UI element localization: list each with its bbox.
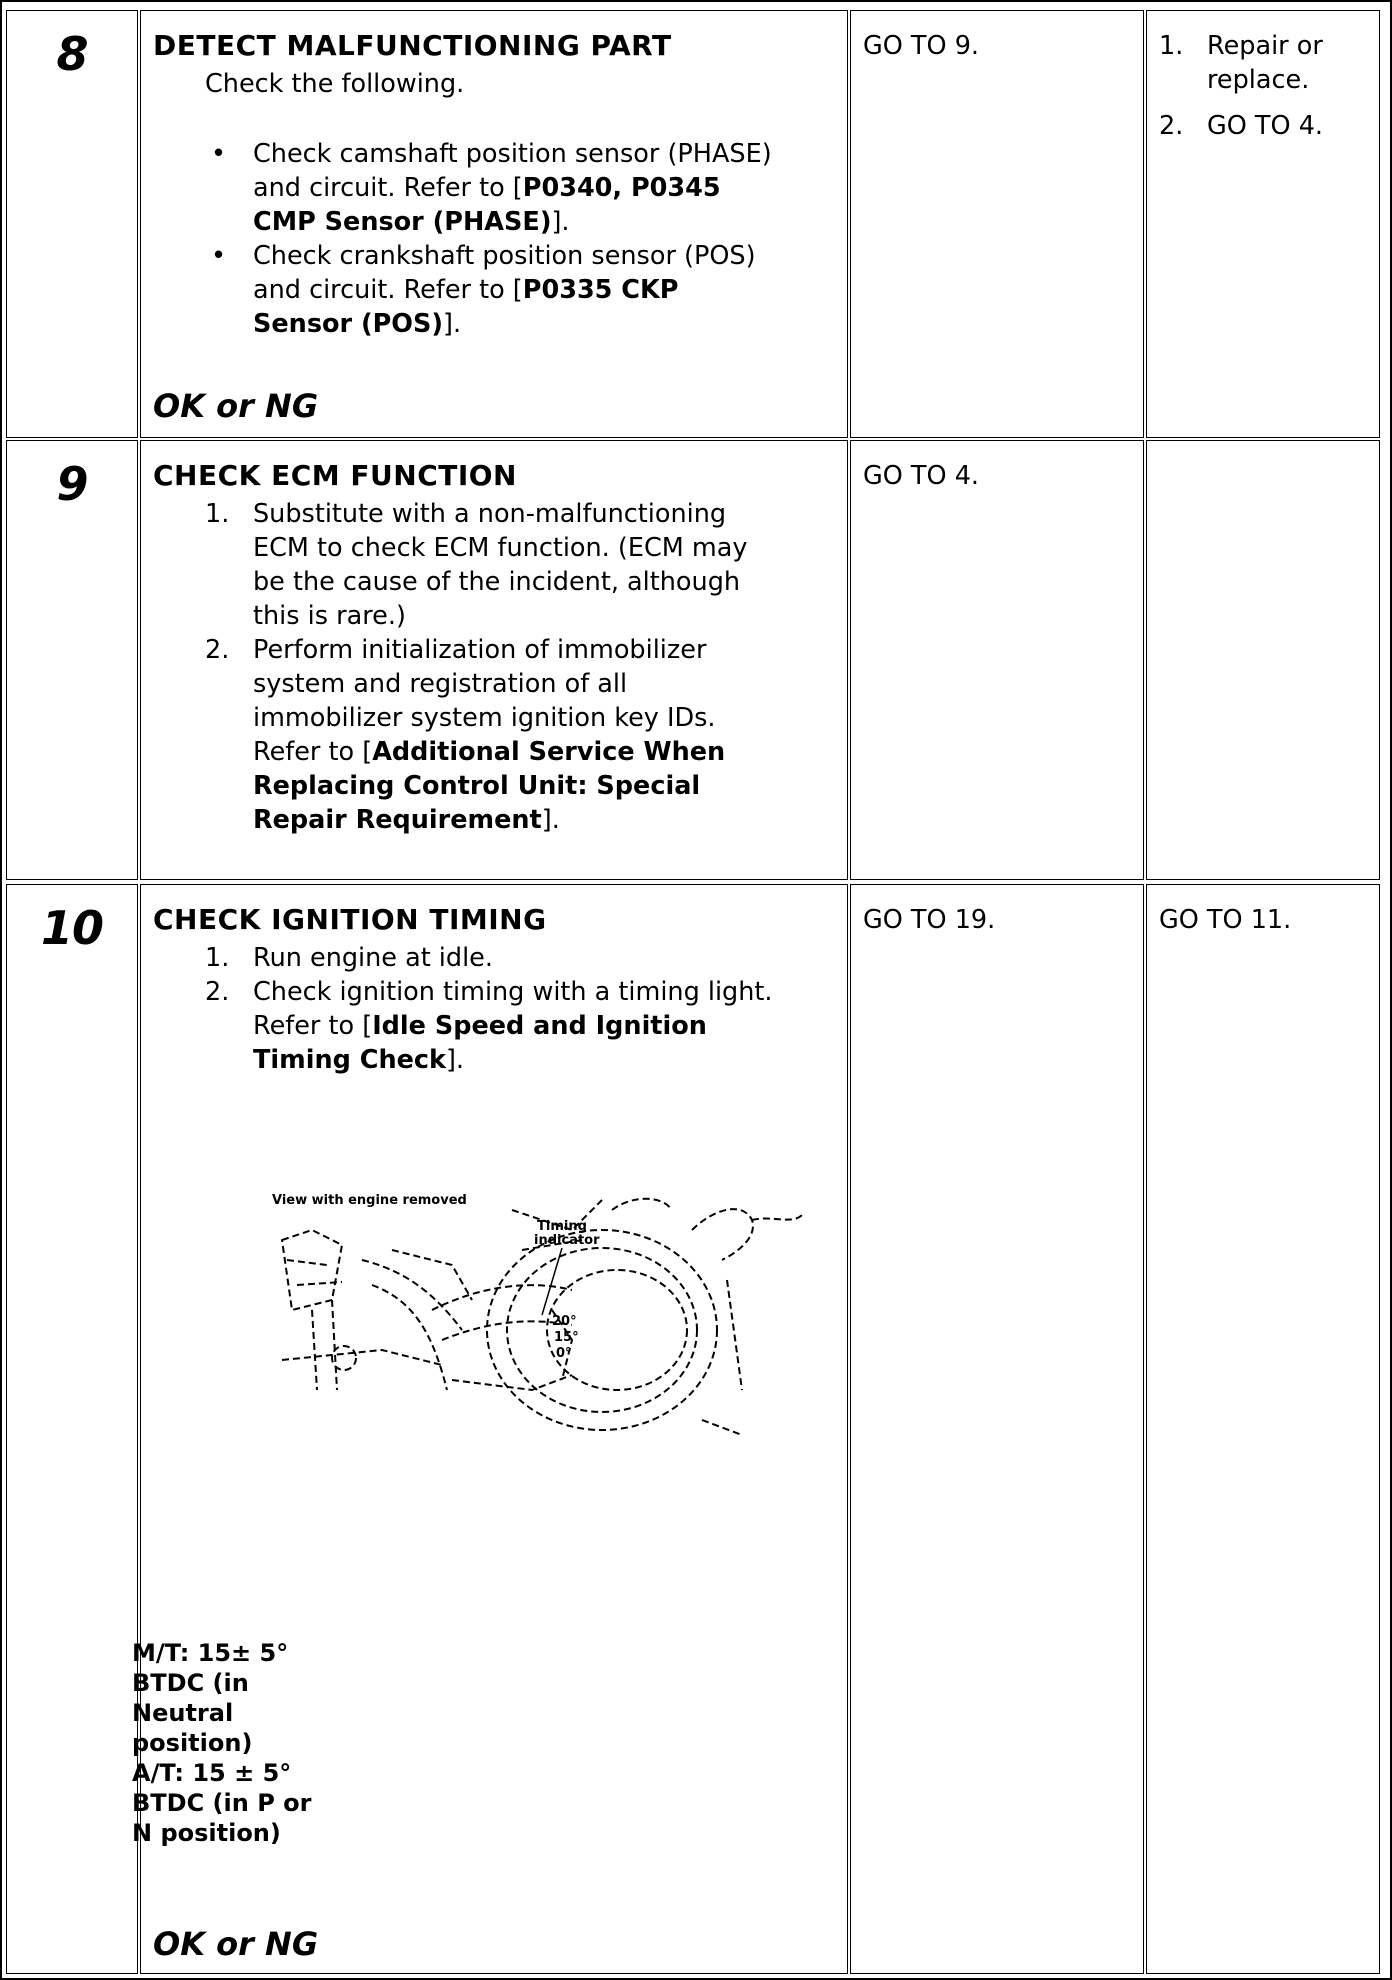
- step-9-ng-cell: [1146, 440, 1380, 880]
- ok-goto-link[interactable]: GO TO 4.: [863, 461, 980, 491]
- reference-link[interactable]: CMP Sensor (PHASE): [253, 207, 552, 237]
- step-10-ng-cell: [1146, 884, 1380, 1974]
- reference-link[interactable]: P0340, P0345: [522, 173, 721, 203]
- ng-item: 1. Repair or replace.: [1159, 31, 1323, 95]
- list-item: 1. Run engine at idle.: [205, 943, 493, 973]
- ng-item: 2. GO TO 4.: [1159, 109, 1371, 143]
- step-9-ok-cell: [850, 440, 1144, 880]
- diagram-caption: View with engine removed: [272, 1193, 467, 1208]
- timing-specifications: M/T: 15± 5° BTDC (in Neutral position) A/T: 15 ± 5° BTDC (in P or N position): [132, 1639, 312, 1847]
- step-title: CHECK ECM FUNCTION: [153, 459, 517, 492]
- ok-or-ng-label: OK or NG: [153, 387, 319, 425]
- step-8-ok-cell: [850, 10, 1144, 438]
- reference-link[interactable]: Additional Service When: [372, 737, 726, 767]
- ok-or-ng-label: OK or NG: [153, 1925, 319, 1963]
- ng-actions: [1159, 29, 1371, 143]
- reference-link[interactable]: P0335 CKP: [522, 275, 679, 305]
- step-8-content: [153, 29, 837, 341]
- step-9-number-cell: [6, 440, 138, 880]
- timing-mark: 20°: [552, 1314, 577, 1329]
- step-number: 9: [56, 457, 88, 511]
- list-item: 2. Perform initialization of immobilizer system and registration of all immobilizer system ignition key IDs. Refer to [Additional Service When Replacing Control Unit: Special Repair Requirement].: [153, 633, 837, 837]
- timing-mark: 0°: [556, 1346, 572, 1361]
- reference-link[interactable]: Idle Speed and Ignition: [372, 1011, 707, 1041]
- ignition-timing-diagram: [272, 1190, 812, 1460]
- step-number: 8: [56, 27, 88, 81]
- list-item: 1. Substitute with a non-malfunctioning ECM to check ECM function. (ECM may be the cause of the incident, although this is rare.): [205, 499, 748, 631]
- step-8-instruction-cell: [140, 10, 848, 438]
- step-title: CHECK IGNITION TIMING: [153, 903, 547, 936]
- step-10-content: [153, 903, 837, 1077]
- reference-link[interactable]: Repair Requirement: [253, 805, 542, 835]
- indicator-leader-line: [542, 1248, 562, 1315]
- ng-goto-link[interactable]: GO TO 11.: [1159, 905, 1292, 935]
- step-8-ng-cell: [1146, 10, 1380, 438]
- step-8-number-cell: [6, 10, 138, 438]
- bullet-icon: •: [211, 241, 227, 271]
- list-item: 2. Check ignition timing with a timing light. Refer to [Idle Speed and Ignition Timing Check].: [205, 977, 773, 1075]
- step-9-content: [153, 459, 837, 837]
- timing-label: Timing: [537, 1219, 587, 1234]
- step-9-instruction-cell: [140, 440, 848, 880]
- list-item: • Check crankshaft position sensor (POS) and circuit. Refer to [P0335 CKP Sensor (POS)].: [211, 241, 756, 339]
- list-item: • Check camshaft position sensor (PHASE) and circuit. Refer to [P0340, P0345 CMP Sensor (PHASE)].: [211, 139, 772, 237]
- bullet-icon: •: [211, 139, 227, 169]
- reference-link[interactable]: Replacing Control Unit: Special: [253, 771, 701, 801]
- ok-goto-link[interactable]: GO TO 19.: [863, 905, 996, 935]
- step-10-ok-cell: [850, 884, 1144, 1974]
- timing-mark: 15°: [554, 1330, 579, 1345]
- step-title: DETECT MALFUNCTIONING PART: [153, 29, 672, 62]
- step-10-number-cell: [6, 884, 138, 1974]
- indicator-label: indicator: [534, 1233, 600, 1248]
- ok-goto-link[interactable]: GO TO 9.: [863, 31, 980, 61]
- reference-link[interactable]: Timing Check: [253, 1045, 446, 1075]
- ng-goto-link[interactable]: GO TO 4.: [1207, 111, 1324, 141]
- intro-text: Check the following.: [205, 69, 465, 99]
- reference-link[interactable]: Sensor (POS): [253, 309, 444, 339]
- step-number: 10: [40, 901, 103, 955]
